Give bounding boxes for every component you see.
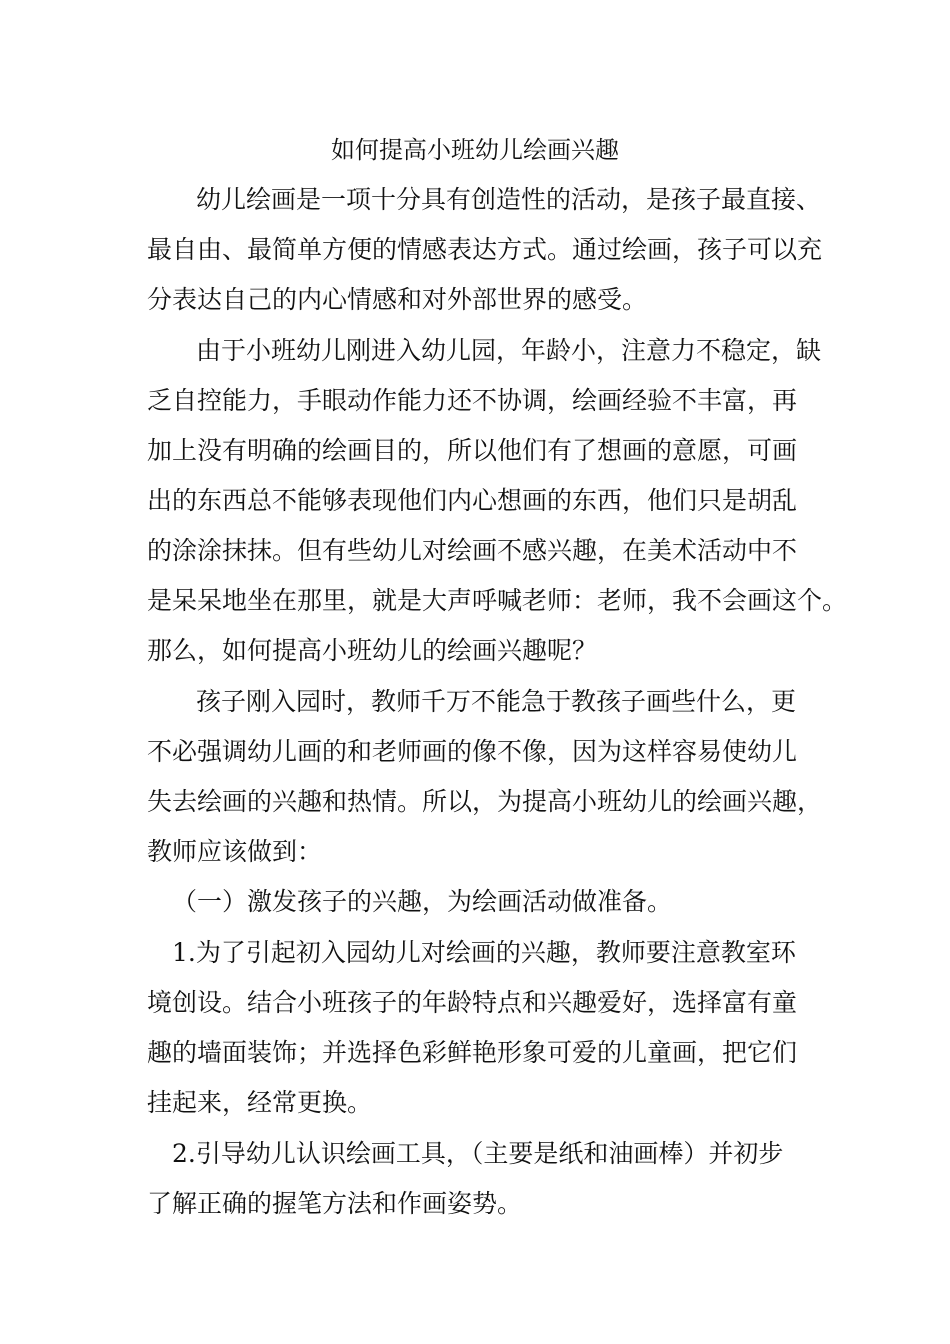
paragraph-line: 失去绘画的兴趣和热情。所以，为提高小班幼儿的绘画兴趣， — [147, 787, 823, 816]
paragraph-line: 了解正确的握笔方法和作画姿势。 — [147, 1189, 523, 1218]
paragraph-line: 那么，如何提高小班幼儿的绘画兴趣呢？ — [147, 636, 598, 665]
paragraph-line: 乏自控能力，手眼动作能力还不协调，绘画经验不丰富，再 — [147, 386, 798, 415]
paragraph-line: 幼儿绘画是一项十分具有创造性的活动，是孩子最直接、 — [196, 185, 822, 214]
paragraph-line: 孩子刚入园时，教师千万不能急于教孩子画些什么，更 — [196, 687, 797, 716]
paragraph-line: 由于小班幼儿刚进入幼儿园，年龄小，注意力不稳定，缺 — [196, 336, 822, 365]
paragraph-line: 趣的墙面装饰；并选择色彩鲜艳形象可爱的儿童画，把它们 — [147, 1038, 798, 1067]
paragraph-line: 教师应该做到： — [147, 837, 323, 866]
numbered-item-line: 2.引导幼儿认识绘画工具，（主要是纸和油画棒）并初步 — [172, 1139, 784, 1168]
numbered-item-line: 1.为了引起初入园幼儿对绘画的兴趣，教师要注意教室环 — [172, 938, 796, 967]
paragraph-line: 是呆呆地坐在那里，就是大声呼喊老师：老师，我不会画这个。 — [147, 586, 848, 615]
section-heading: （一）激发孩子的兴趣，为绘画活动做准备。 — [172, 887, 673, 916]
paragraph-line: 加上没有明确的绘画目的，所以他们有了想画的意愿，可画 — [147, 436, 798, 465]
paragraph-line: 境创设。结合小班孩子的年龄特点和兴趣爱好，选择富有童 — [147, 988, 798, 1017]
paragraph-line: 最自由、最简单方便的情感表达方式。通过绘画，孩子可以充 — [147, 235, 823, 264]
paragraph-line: 分表达自己的内心情感和对外部世界的感受。 — [147, 285, 648, 314]
paragraph-line: 出的东西总不能够表现他们内心想画的东西，他们只是胡乱 — [147, 486, 798, 515]
document-title: 如何提高小班幼儿绘画兴趣 — [331, 136, 619, 164]
paragraph-line: 不必强调幼儿画的和老师画的像不像，因为这样容易使幼儿 — [147, 737, 798, 766]
paragraph-line: 挂起来，经常更换。 — [147, 1088, 373, 1117]
paragraph-line: 的涂涂抹抹。但有些幼儿对绘画不感兴趣，在美术活动中不 — [147, 536, 798, 565]
